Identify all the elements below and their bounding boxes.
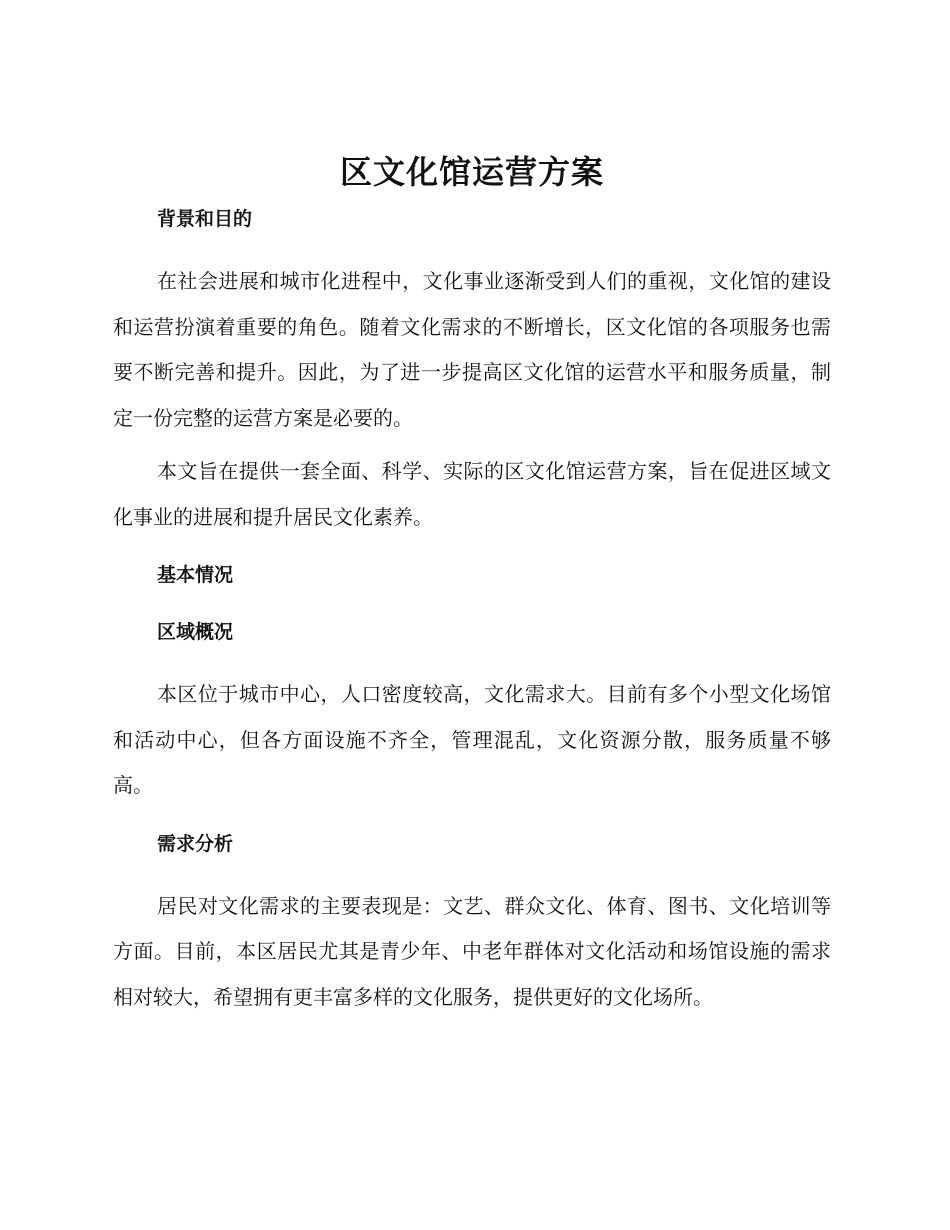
document-body <box>113 150 831 1020</box>
section-heading-basic-situation: 基本情况 <box>157 564 234 586</box>
paragraph-demand-analysis: 居民对文化需求的主要表现是：文艺、群众文化、体育、图书、文化培训等方面。目前，本区居民尤其是青少年、中老年群体对文化活动和场馆设施的需求相对较大，希望拥有更丰富多样的文化服务，提供更好的文化场所。 <box>113 893 831 1009</box>
section-heading-regional-overview: 区域概况 <box>157 621 234 643</box>
paragraph-background-2: 本文旨在提供一套全面、科学、实际的区文化馆运营方案，旨在促进区域文化事业的进展和提升居民文化素养。 <box>113 459 831 529</box>
section-heading-demand-analysis: 需求分析 <box>157 832 234 855</box>
paragraph-background-1: 在社会进展和城市化进程中，文化事业逐渐受到人们的重视，文化馆的建设和运营扮演着重要的角色。随着文化需求的不断增长，区文化馆的各项服务也需要不断完善和提升。因此，为了进一步提高区文化馆的运营水平和服务质量，制定一份完整的运营方案是必要的。 <box>113 269 831 430</box>
paragraph-regional-overview: 本区位于城市中心，人口密度较高，文化需求大。目前有多个小型文化场馆和活动中心，但各方面设施不齐全，管理混乱，文化资源分散，服务质量不够高。 <box>113 682 831 797</box>
document-title: 区文化馆运营方案 <box>339 153 604 191</box>
section-heading-background: 背景和目的 <box>157 208 253 230</box>
